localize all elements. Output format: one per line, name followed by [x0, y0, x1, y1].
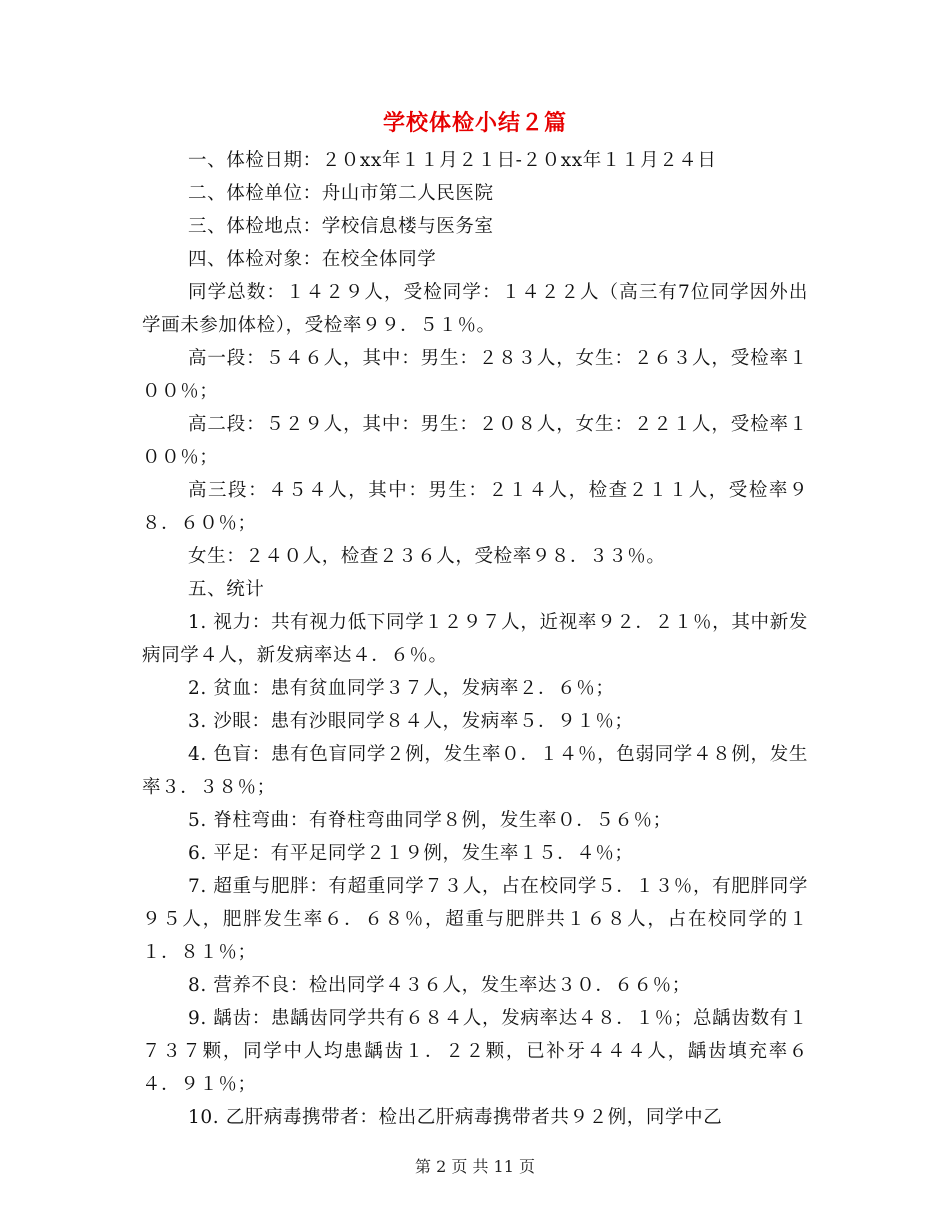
paragraph: 女生：２４０人，检查２３６人，受检率９８．３３％。: [188, 546, 666, 567]
paragraph: 4. 色盲：患有色盲同学２例，发生率０．１４％，色弱同学４８例，发生率３．３８％；: [142, 744, 808, 798]
paragraph: 高二段：５２９人，其中：男生：２０８人，女生：２２１人，受检率１００％；: [142, 414, 808, 468]
paragraph: 高三段：４５４人，其中：男生：２１４人，检查２１１人，受检率９８．６０％；: [142, 480, 808, 534]
page-footer: 第 2 页 共 11 页: [415, 1157, 535, 1176]
paragraph: 3. 沙眼：患有沙眼同学８４人，发病率５．９１％；: [188, 711, 634, 732]
paragraph: 二、体检单位：舟山市第二人民医院: [188, 183, 494, 204]
paragraph: 一、体检日期：２０xx年１１月２１日-２０xx年１１月２４日: [188, 150, 717, 171]
paragraph: 三、体检地点：学校信息楼与医务室: [188, 216, 494, 237]
paragraph: 10. 乙肝病毒携带者：检出乙肝病毒携带者共９２例，同学中乙: [188, 1107, 723, 1128]
paragraph: 四、体检对象：在校全体同学: [188, 249, 437, 270]
paragraph: 五、统计: [188, 579, 265, 600]
paragraph: 同学总数：１４２９人，受检同学：１４２２人（高三有7位同学因外出学画未参加体检），受检率９９．５１％。: [142, 282, 808, 336]
paragraph: 9. 龋齿：患龋齿同学共有６８４人，发病率达４８．１％；总龋齿数有１７３７颗，同学中人均患龋齿１．２２颗，已补牙４４４人，龋齿填充率６４．９１％；: [142, 1008, 808, 1095]
paragraph: 7. 超重与肥胖：有超重同学７３人，占在校同学５．１３％，有肥胖同学９５人，肥胖发生率６．６８％，超重与肥胖共１６８人，占在校同学的１１．８１％；: [142, 876, 808, 963]
paragraph: 2. 贫血：患有贫血同学３７人，发病率２．６％；: [188, 678, 615, 699]
paragraph: 1. 视力：共有视力低下同学１２９７人，近视率９２．２１％，其中新发病同学４人，新发病率达４．６％。: [142, 612, 808, 666]
document-body: [142, 144, 808, 1134]
paragraph: 高一段：５４６人，其中：男生：２８３人，女生：２６３人，受检率１００％；: [142, 348, 808, 402]
paragraph: 6. 平足：有平足同学２１９例，发生率１５．４％；: [188, 843, 634, 864]
paragraph: 8. 营养不良：检出同学４３６人，发生率达３０．６６％；: [188, 975, 691, 996]
document-title: 学校体检小结２篇: [382, 110, 567, 136]
paragraph: 5. 脊柱弯曲：有脊柱弯曲同学８例，发生率０．５６％；: [188, 810, 672, 831]
